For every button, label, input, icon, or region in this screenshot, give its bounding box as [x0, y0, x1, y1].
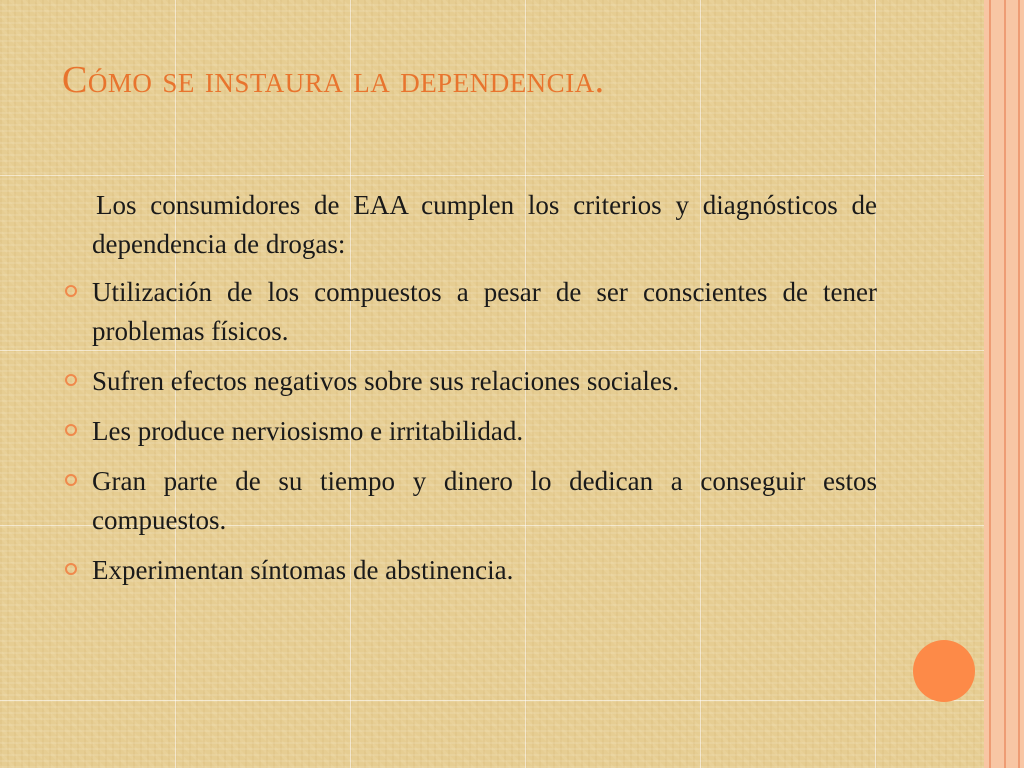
intro-paragraph: Los consumidores de EAA cumplen los criterios y diagnósticos de dependencia de drogas:: [92, 190, 877, 259]
slide-body: [64, 186, 877, 601]
bullet-item: [64, 362, 877, 401]
bullet-item: [64, 412, 877, 451]
bullet-item: [64, 551, 877, 590]
hollow-circle-bullet-icon: [65, 424, 77, 436]
bullet-text: Utilización de los compuestos a pesar de ser conscientes de tener problemas físicos.: [92, 277, 877, 346]
hollow-circle-bullet-icon: [65, 374, 77, 386]
right-border-stripe: [989, 0, 991, 768]
bullet-text: Gran parte de su tiempo y dinero lo dedican a conseguir estos compuestos.: [92, 466, 877, 535]
bullet-text: Experimentan síntomas de abstinencia.: [92, 555, 514, 585]
bullet-text: Les produce nerviosismo e irritabilidad.: [92, 416, 524, 446]
bullet-item: [64, 462, 877, 540]
hollow-circle-bullet-icon: [65, 563, 77, 575]
bullet-item: [64, 273, 877, 351]
bullet-list: [64, 273, 877, 590]
orange-circle-decoration-icon: [913, 640, 975, 702]
right-border-stripe: [1018, 0, 1020, 768]
grid-line: [0, 175, 984, 176]
slide-title: Cómo se instaura la dependencia.: [62, 59, 605, 101]
hollow-circle-bullet-icon: [65, 285, 77, 297]
grid-line: [0, 700, 984, 701]
right-border-stripe: [1004, 0, 1006, 768]
bullet-text: Sufren efectos negativos sobre sus relaciones sociales.: [92, 366, 680, 396]
hollow-circle-bullet-icon: [65, 474, 77, 486]
